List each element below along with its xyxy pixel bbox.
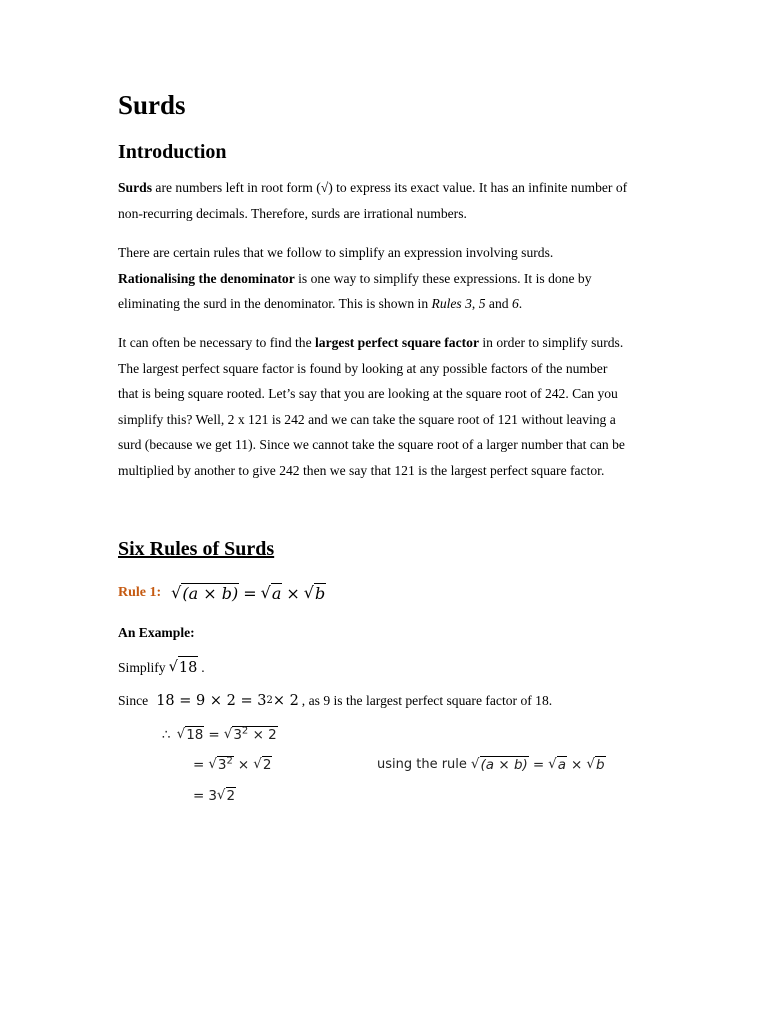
- text-span: .: [518, 296, 523, 311]
- paragraph-line: [118, 291, 658, 317]
- sqrt-18: [169, 656, 199, 679]
- paragraph-rationalising: [118, 240, 658, 317]
- rule-label: Rule 1:: [118, 585, 162, 600]
- radicand: b: [314, 584, 326, 603]
- text-span: Simplify: [118, 659, 166, 675]
- working-line-3: [193, 787, 236, 804]
- example-prompt: [118, 656, 205, 679]
- radicand: 18: [178, 656, 198, 679]
- section-heading-six-rules: Six Rules of Surds: [118, 538, 275, 560]
- paragraph-line: [118, 266, 658, 292]
- text-span: .: [201, 659, 205, 675]
- radicand: b: [595, 757, 605, 773]
- equation-part: 18 = 9 × 2 = 3: [156, 693, 267, 709]
- text-span: ,: [471, 296, 479, 311]
- radical-sign: √: [260, 583, 271, 602]
- radical-sign: √: [208, 756, 217, 772]
- page-title: Surds: [118, 90, 186, 120]
- times-sign: ×: [571, 756, 583, 773]
- working-line-2: [193, 756, 272, 773]
- paragraph-line: simplify this? Well, 2 x 121 is 242 and we can take the square root of 121 without leaving a: [118, 411, 616, 427]
- radical-sign: √: [253, 756, 262, 772]
- rules-reference: Rules 3: [431, 296, 472, 311]
- radicand: (a × b): [182, 584, 239, 603]
- radical-sign: √: [216, 787, 226, 803]
- equals-sign: =: [208, 726, 220, 743]
- equals-sign: =: [193, 787, 205, 804]
- sqrt: [169, 656, 199, 679]
- radical-sign: √: [586, 756, 595, 772]
- rule-1-formula: [171, 583, 326, 603]
- equals-sign: =: [193, 756, 205, 773]
- working-line-1: [162, 726, 278, 743]
- text-span: and: [485, 296, 512, 311]
- text-span: eliminating the surd in the denominator. This is shown in: [118, 296, 432, 311]
- paragraph-line: surd (because we get 11). Since we cannot take the square root of a larger number that can be: [118, 437, 625, 452]
- radicand: a: [271, 584, 282, 603]
- rule-1: [118, 580, 326, 606]
- note-text: using the rule: [377, 757, 467, 772]
- sqrt-3sq-times-2: [224, 726, 278, 743]
- base: 3: [233, 727, 242, 743]
- sqrt-3sq: [208, 756, 234, 773]
- times-sign: ×: [286, 583, 300, 603]
- sqrt-product: [471, 756, 529, 773]
- equation-part: × 2: [272, 693, 299, 709]
- paragraph-line: There are certain rules that we follow to simplify an expression involving surds.: [118, 245, 554, 260]
- paragraph-surds-definition: [118, 175, 658, 226]
- rules-reference: 5: [478, 296, 486, 311]
- sqrt-b: [586, 756, 605, 773]
- sqrt-18: [177, 726, 205, 743]
- sqrt-2: [253, 756, 272, 773]
- text-span: is one way to simplify these expressions. It is done by: [294, 270, 592, 286]
- sqrt-a: [261, 583, 283, 603]
- paragraph-line: [118, 175, 658, 201]
- paragraph-line: non-recurring decimals. Therefore, surds are irrational numbers.: [118, 205, 467, 221]
- radicand: a: [557, 757, 567, 773]
- equals-sign: =: [532, 756, 545, 773]
- radicand: 18: [186, 727, 204, 743]
- factor: × 2: [252, 727, 277, 743]
- paragraph-line: that is being square rooted. Let’s say that you are looking at the square root of 242. Can you: [118, 386, 618, 401]
- text-span: are numbers left in root form (√) to express its exact value. It has an infinite number of: [152, 180, 628, 195]
- sqrt-product: [171, 583, 239, 603]
- bold-term-rationalising: Rationalising the denominator: [118, 270, 295, 286]
- paragraph-line: multiplied by another to give 242 then we say that 121 is the largest perfect square factor.: [118, 462, 605, 478]
- bold-term-surds: Surds: [118, 180, 153, 195]
- radical-sign: √: [171, 583, 182, 602]
- rule-1-formula-inline: [471, 756, 606, 773]
- section-heading-introduction: Introduction: [118, 141, 227, 163]
- text-span: , as 9 is the largest perfect square factor of 18.: [301, 693, 553, 708]
- bold-term-largest-square-factor: largest perfect square factor: [315, 335, 479, 350]
- therefore-symbol: ∴: [162, 726, 171, 743]
- equals-sign: =: [243, 583, 257, 603]
- sqrt-b: [304, 583, 326, 603]
- text-span: in order to simplify surds.: [478, 335, 624, 350]
- example-label: An Example:: [118, 625, 195, 640]
- exponent: 2: [241, 725, 249, 737]
- radical-sign: √: [168, 659, 178, 675]
- radicand: [232, 726, 277, 743]
- rules-reference: 6: [511, 296, 519, 311]
- times-sign: ×: [237, 756, 250, 773]
- text-span: It can often be necessary to find the: [118, 335, 316, 350]
- base: 3: [217, 757, 227, 773]
- example-reasoning: [118, 690, 552, 712]
- sqrt-2: [217, 787, 236, 804]
- radical-sign: √: [548, 756, 557, 772]
- radical-sign: √: [303, 583, 314, 602]
- paragraph-line: The largest perfect square factor is found by looking at any possible factors of the number: [118, 360, 608, 376]
- paragraph-line: [118, 330, 658, 356]
- exponent: 2: [226, 755, 233, 767]
- radicand: 2: [226, 788, 236, 804]
- radical-sign: √: [176, 726, 186, 742]
- radical-sign: √: [223, 726, 233, 742]
- radical-sign: √: [470, 756, 480, 772]
- sqrt-a: [548, 756, 567, 773]
- radicand: 2: [262, 757, 272, 773]
- radicand: (a × b): [480, 757, 528, 773]
- coefficient: 3: [208, 787, 217, 804]
- radicand: [217, 756, 234, 773]
- text-span: Since: [118, 693, 149, 708]
- paragraph-largest-square-factor: [118, 330, 658, 483]
- rule-reference-note: [377, 756, 606, 773]
- factorisation-equation: 18 = 9 × 2 = 3 2 × 2: [156, 690, 299, 712]
